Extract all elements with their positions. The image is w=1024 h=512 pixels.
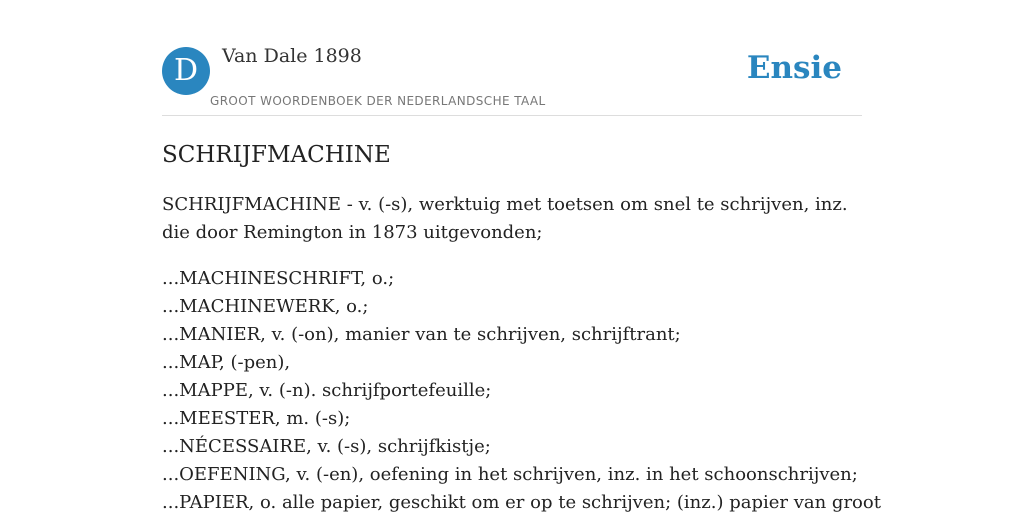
derivative-item: ...MEESTER, m. (-s); — [162, 408, 351, 429]
derivative-item: ...MANIER, v. (-on), manier van te schrijven, schrijftrant; — [162, 324, 681, 345]
derivative-item: ...NÉCESSAIRE, v. (-s), schrijfkistje; — [162, 436, 491, 457]
brand-logo-link[interactable]: Ensie — [746, 50, 842, 86]
derivative-item: ...PAPIER, o. alle papier, geschikt om er op te schrijven; (inz.) papier van groot — [162, 492, 881, 512]
entry-headword: SCHRIJFMACHINE — [162, 142, 391, 168]
entry-content — [162, 138, 881, 512]
source-subtitle: GROOT WOORDENBOEK DER NEDERLANDSCHE TAAL — [210, 94, 546, 108]
source-title[interactable]: Van Dale 1898 — [222, 45, 362, 67]
source-logo[interactable]: D — [162, 47, 210, 95]
derivative-item: ...OEFENING, v. (-en), oefening in het schrijven, inz. in het schoonschrijven; — [162, 464, 858, 485]
derivatives-list — [162, 265, 881, 512]
site-header — [162, 0, 862, 116]
derivative-item: ...MAP, (-pen), — [162, 352, 291, 373]
derivative-item: ...MACHINEWERK, o.; — [162, 296, 369, 317]
derivative-item: ...MAPPE, v. (-n). schrijfportefeuille; — [162, 380, 492, 401]
derivative-item: ...MACHINESCHRIFT, o.; — [162, 268, 395, 289]
entry-definition: SCHRIJFMACHINE - v. (-s), werktuig met toetsen om snel te schrijven, inz. die door Remington in 1873 uitgevonden; — [162, 194, 848, 243]
